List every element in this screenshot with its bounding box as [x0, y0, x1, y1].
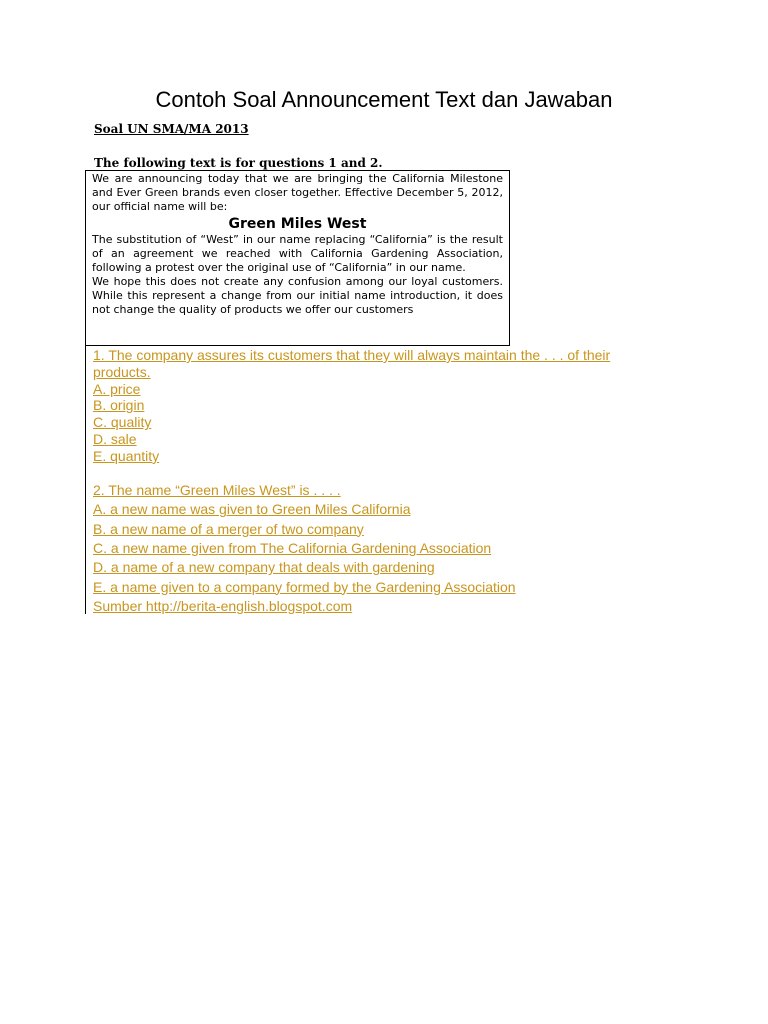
question-2-text[interactable]: 2. The name “Green Miles West” is . . . . — [93, 482, 341, 499]
question-gap — [93, 465, 693, 482]
question-2-option-b[interactable]: B. a new name of a merger of two company — [93, 520, 364, 537]
left-margin-rule — [85, 346, 86, 614]
announcement-heading: Green Miles West — [228, 216, 367, 232]
announcement-box — [85, 170, 510, 346]
exam-subtitle: Soal UN SMA/MA 2013 — [94, 122, 249, 136]
question-1 — [93, 347, 693, 465]
announcement-paragraph-1: We are announcing today that we are bringing the California Milestone and Ever Green brands even closer together. Effective December 5, 2012, our official name will be: — [92, 172, 503, 213]
question-1-text-line-2[interactable]: products. — [93, 363, 151, 380]
question-1-option-b[interactable]: B. origin — [93, 397, 145, 414]
announcement-paragraph-2: The substitution of “West” in our name replacing “California” is the result of an agreement we reached with California Gardening Association, following a protest over the original use of “California” in our name. — [92, 233, 503, 274]
question-2-option-e[interactable]: E. a name given to a company formed by the Gardening Association — [93, 578, 516, 595]
question-2-option-c[interactable]: C. a new name given from The California Gardening Association — [93, 539, 492, 556]
question-1-option-d[interactable]: D. sale — [93, 430, 137, 447]
question-2 — [93, 481, 693, 616]
question-1-text-line-1[interactable]: 1. The company assures its customers that they will always maintain the . . . of their — [93, 347, 611, 363]
question-2-option-a[interactable]: A. a new name was given to Green Miles California — [93, 501, 411, 518]
question-1-option-c[interactable]: C. quality — [93, 414, 152, 431]
announcement-paragraph-3: We hope this does not create any confusion among our loyal customers. While this represent a change from our initial name introduction, it does not change the quality of products we offer our customers — [92, 275, 503, 316]
page-title: Contoh Soal Announcement Text dan Jawaban — [155, 87, 613, 112]
questions-section — [93, 347, 693, 616]
question-1-option-a[interactable]: A. price — [93, 380, 141, 397]
source-link[interactable]: Sumber http://berita-english.blogspot.com — [93, 597, 353, 614]
question-2-option-d[interactable]: D. a name of a new company that deals with gardening — [93, 559, 435, 576]
question-1-option-e[interactable]: E. quantity — [93, 447, 160, 464]
instruction-text: The following text is for questions 1 and 2. — [94, 156, 383, 170]
